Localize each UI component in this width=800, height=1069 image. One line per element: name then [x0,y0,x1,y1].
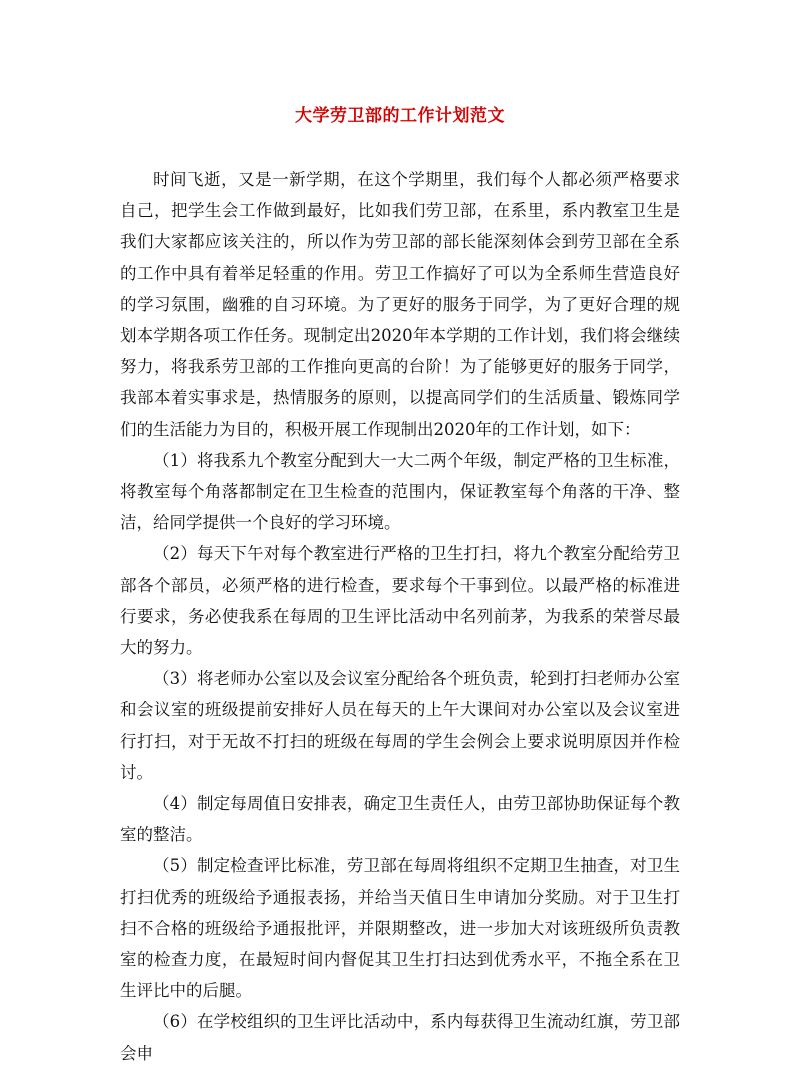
plan-item-1: （1）将我系九个教室分配到大一大二两个年级，制定严格的卫生标准，将教室每个角落都制定在卫生检查的范围内，保证教室每个角落的干净、整洁，给同学提供一个良好的学习环境。 [120,450,680,533]
plan-item-3: （3）将老师办公室以及会议室分配给各个班负责，轮到打扫老师办公室和会议室的班级提前安排好人员在每天的上午大课间对办公室以及会议室进行打扫，对于无故不打扫的班级在每周的学生会例会上要求说明原因并作检讨。 [120,669,680,782]
plan-item-6: （6）在学校组织的卫生评比活动中，系内每获得卫生流动红旗，劳卫部会申 [120,1012,680,1063]
document-title: 大学劳卫部的工作计划范文 [295,106,505,126]
plan-item-2: （2）每天下午对每个教室进行严格的卫生打扫，将九个教室分配给劳卫部各个部员，必须严格的进行检查，要求每个干事到位。以最严格的标准进行要求，务必使我系在每周的卫生评比活动中名列前茅，为我系的荣誉尽最大的努力。 [120,544,680,658]
document-body [120,164,680,1069]
intro-paragraph: 时间飞逝，又是一新学期，在这个学期里，我们每个人都必须严格要求自己，把学生会工作做到最好，比如我们劳卫部，在系里，系内教室卫生是我们大家都应该关注的，所以作为劳卫部的部长能深刻体会到劳卫部在全系的工作中具有着举足轻重的作用。劳卫工作搞好了可以为全系师生营造良好的学习氛围，幽雅的自习环境。为了更好的服务于同学，为了更好合理的规划本学期各项工作任务。现制定出2020年本学期的工作计划，我们将会继续努力，将我系劳卫部的工作推向更高的台阶！为了能够更好的服务于同学，我部本着实事求是，热情服务的原则，以提高同学们的生活质量、锻炼同学们的生活能力为目的，积极开展工作现制出2020年的工作计划，如下： [120,170,680,439]
plan-item-5: （5）制定检查评比标准，劳卫部在每周将组织不定期卫生抽查，对卫生打扫优秀的班级给予通报表扬，并给当天值日生申请加分奖励。对于卫生打扫不合格的班级给予通报批评，并限期整改，进一步加大对该班级所负责教室的检查力度，在最短时间内督促其卫生打扫达到优秀水平，不拖全系在卫生评比中的后腿。 [120,856,680,1001]
plan-item-4: （4）制定每周值日安排表，确定卫生责任人，由劳卫部协助保证每个教室的整洁。 [120,794,680,845]
